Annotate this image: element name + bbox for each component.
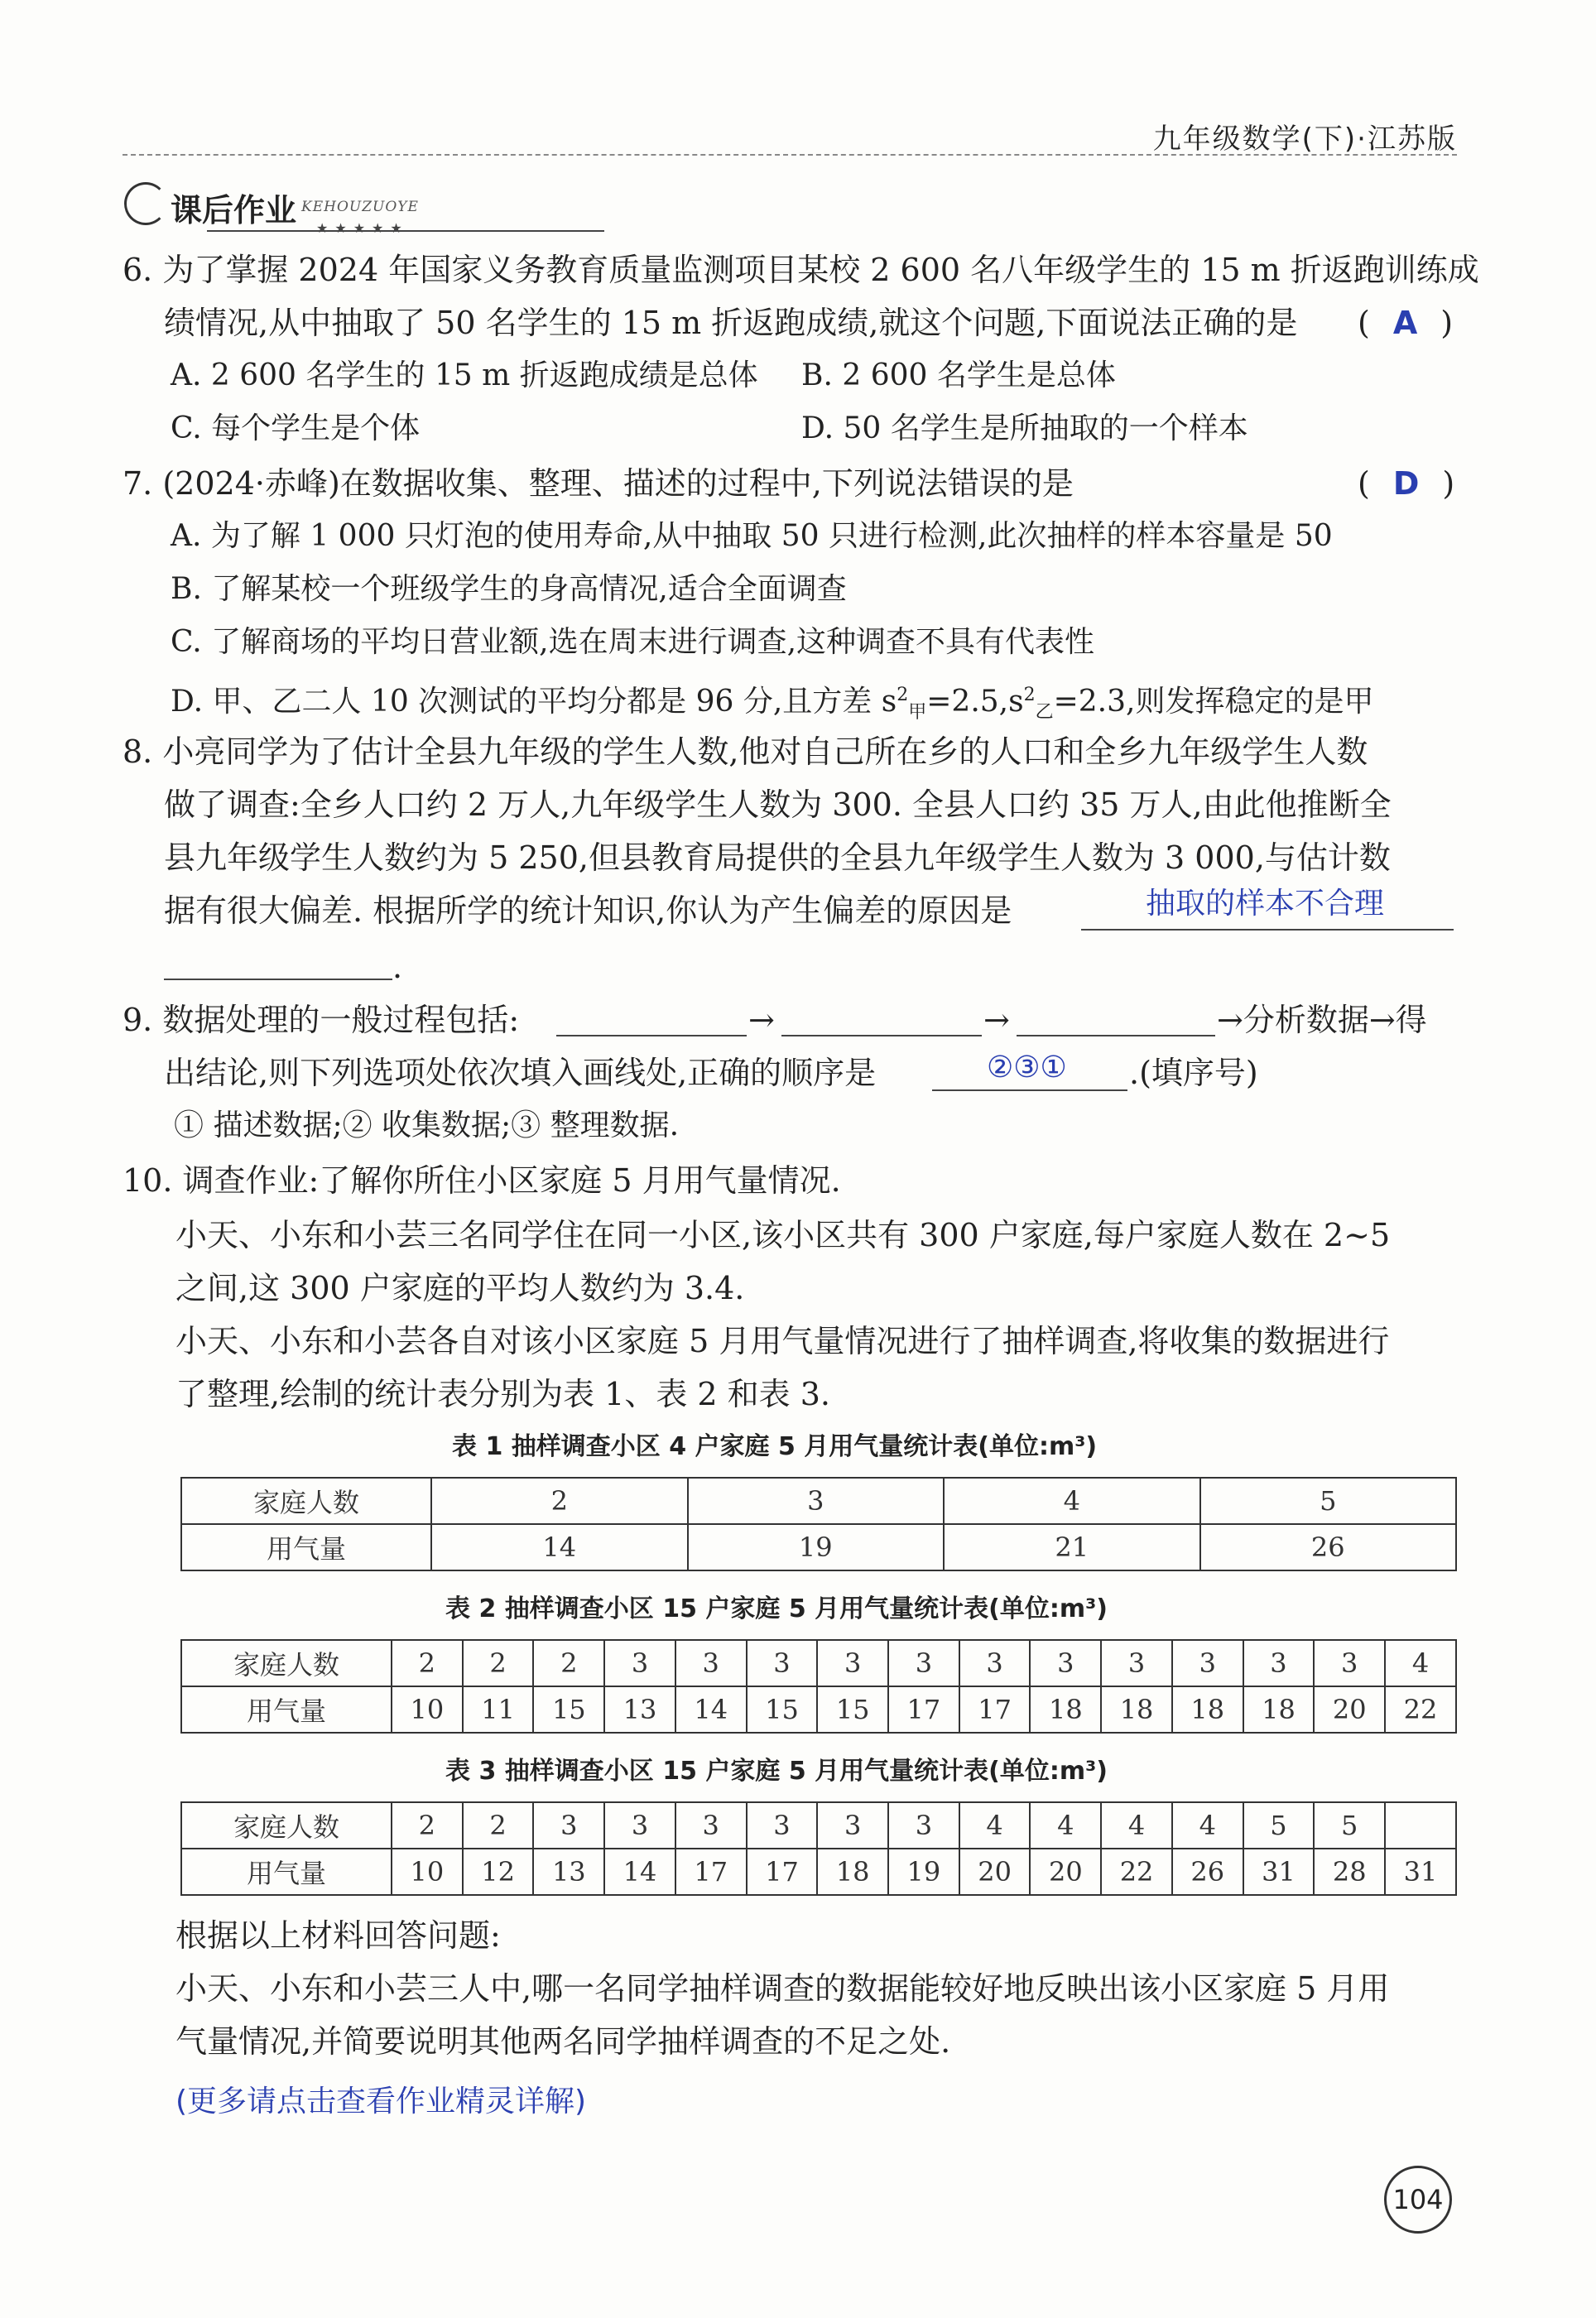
q9-arrow-1: → [748,1002,775,1038]
q7-sup-b: 2 [1023,685,1036,705]
q7-option-d [171,676,1373,733]
table2 [180,1639,1457,1734]
banner-underline [207,230,604,232]
table1-row-people [181,1478,1456,1524]
table3-cell: 17 [675,1849,747,1895]
table3-cell: 31 [1385,1849,1456,1895]
banner-logo-icon [124,182,167,225]
table1-row-gas [181,1524,1456,1570]
table2-label: 用气量 [181,1686,392,1733]
table3-cell: 26 [1172,1849,1243,1895]
q10-after3: 气量情况,并简要说明其他两名同学抽样调查的不足之处. [175,2023,951,2060]
q7-option-d-pre: D. 甲、乙二人 10 次测试的平均分都是 96 分,且方差 s [171,685,897,719]
page-number: 104 [1384,2166,1452,2234]
table2-cell: 4 [1385,1640,1456,1686]
table2-cell: 3 [1030,1640,1101,1686]
more-details-link[interactable]: (更多请点击查看作业精灵详解) [175,2085,587,2118]
q10-line4: 小天、小东和小芸各自对该小区家庭 5 月用气量情况进行了抽样调查,将收集的数据进行 [175,1323,1390,1359]
q9-line2-end: .(填序号) [1129,1055,1258,1091]
q9-line1: 9. 数据处理的一般过程包括: [123,1002,520,1038]
table1-caption: 表 1 抽样调查小区 4 户家庭 5 月用气量统计表(单位:m³) [452,1432,1098,1461]
table2-cell: 3 [959,1640,1031,1686]
table2-cell: 17 [888,1686,959,1733]
table2-cell: 18 [1101,1686,1172,1733]
table2-label: 家庭人数 [181,1640,392,1686]
q9-answer: ②③① [987,1051,1067,1084]
table1-cell: 19 [688,1524,945,1570]
q8-line1: 8. 小亮同学为了估计全县九年级的学生人数,他对自己所在乡的人口和全乡九年级学生人数 [123,733,1368,770]
table3-cell: 19 [888,1849,959,1895]
table3-cell: 4 [1101,1802,1172,1849]
table2-cell: 3 [604,1640,675,1686]
table1-cell: 5 [1200,1478,1457,1524]
table2-cell: 3 [1101,1640,1172,1686]
q10-line2: 小天、小东和小芸三名同学住在同一小区,该小区共有 300 户家庭,每户家庭人数在 2~5 [175,1217,1391,1253]
table1-cell: 2 [431,1478,688,1524]
q9-blank-3 [1017,1035,1215,1036]
table2-cell: 11 [463,1686,534,1733]
table2-cell: 3 [888,1640,959,1686]
table3-cell: 31 [1243,1849,1315,1895]
table3-cell: 22 [1101,1849,1172,1895]
q8-line2: 做了调查:全乡人口约 2 万人,九年级学生人数为 300. 全县人口约 35 万人,由此他推断全 [164,786,1392,823]
q10-line5: 了整理,绘制的统计表分别为表 1、表 2 和表 3. [175,1376,831,1412]
q6-option-c: C. 每个学生是个体 [171,411,421,445]
table2-caption: 表 2 抽样调查小区 15 户家庭 5 月用气量统计表(单位:m³) [445,1594,1108,1623]
table2-cell: 2 [533,1640,604,1686]
table2-cell: 15 [747,1686,818,1733]
q6-line1: 6. 为了掌握 2024 年国家义务教育质量监测项目某校 2 600 名八年级学生的 15 m 折返跑训练成 [123,252,1479,288]
table2-cell: 3 [675,1640,747,1686]
table1-label: 用气量 [181,1524,431,1570]
table2-cell: 18 [1172,1686,1243,1733]
table3-cell: 3 [675,1802,747,1849]
table3-cell: 3 [604,1802,675,1849]
table3-label: 家庭人数 [181,1802,392,1849]
q10-line1: 10. 调查作业:了解你所住小区家庭 5 月用气量情况. [123,1162,841,1199]
table2-cell: 13 [604,1686,675,1733]
q8-line3: 县九年级学生人数约为 5 250,但县教育局提供的全县九年级学生人数为 3 000,与估计数 [164,839,1391,876]
q10-line3: 之间,这 300 户家庭的平均人数约为 3.4. [175,1270,745,1306]
table2-cell: 2 [392,1640,463,1686]
table3-cell: 14 [604,1849,675,1895]
book-title: 九年级数学(下)·江苏版 [1152,123,1457,156]
q9-line2: 出结论,则下列选项处依次填入画线处,正确的顺序是 [164,1055,877,1091]
table2-cell: 3 [1314,1640,1385,1686]
table3-cell: 5 [1314,1802,1385,1849]
q7-option-d-post: =2.3,则发挥稳定的是甲 [1053,685,1374,719]
table2-cell: 3 [747,1640,818,1686]
q10-after1: 根据以上材料回答问题: [175,1917,501,1954]
table2-cell: 10 [392,1686,463,1733]
q6-option-b: B. 2 600 名学生是总体 [801,358,1116,392]
table2-cell: 14 [675,1686,747,1733]
q7-sub-jia: 甲 [908,702,927,724]
table3-label: 用气量 [181,1849,392,1895]
table3-cell: 3 [888,1802,959,1849]
table3-row-gas [181,1849,1456,1895]
table2-cell: 17 [959,1686,1031,1733]
table2-row-gas [181,1686,1456,1733]
q9-blank-1 [556,1035,747,1036]
table1 [180,1477,1457,1571]
table3-cell: 5 [1243,1802,1315,1849]
table2-cell: 15 [817,1686,888,1733]
table3-cell: 4 [959,1802,1031,1849]
q6-option-a: A. 2 600 名学生的 15 m 折返跑成绩是总体 [171,358,758,392]
table2-cell: 20 [1314,1686,1385,1733]
q7-sub-yi: 乙 [1035,702,1054,724]
table2-cell: 18 [1030,1686,1101,1733]
table3-cell: 18 [817,1849,888,1895]
table3-cell: 4 [1172,1802,1243,1849]
table3 [180,1801,1457,1896]
q9-line3: ① 描述数据;② 收集数据;③ 整理数据. [174,1109,680,1142]
q7-answer: D [1392,465,1420,502]
table3-row-people [181,1802,1456,1849]
q8-end: . [392,949,403,985]
q8-blank-line2 [164,979,392,980]
table3-cell: 3 [817,1802,888,1849]
q7-answer-bracket: ( D ) [1358,465,1455,502]
table1-cell: 21 [944,1524,1200,1570]
q7-sup-a: 2 [897,685,909,705]
table1-cell: 3 [688,1478,945,1524]
table2-cell: 22 [1385,1686,1456,1733]
q6-option-d: D. 50 名学生是所抽取的一个样本 [801,411,1248,445]
q8-line4: 据有很大偏差. 根据所学的统计知识,你认为产生偏差的原因是 [164,892,1012,929]
q6-answer-bracket: ( A ) [1358,305,1454,341]
q6-answer: A [1392,305,1418,341]
q9-tail: →分析数据→得 [1217,1002,1427,1038]
q7-option-a: A. 为了解 1 000 只灯泡的使用寿命,从中抽取 50 只进行检测,此次抽样的样本容量是 50 [171,519,1333,553]
table2-cell: 2 [463,1640,534,1686]
table3-cell: 28 [1314,1849,1385,1895]
table3-cell: 10 [392,1849,463,1895]
q6-line2: 绩情况,从中抽取了 50 名学生的 15 m 折返跑成绩,就这个问题,下面说法正确的是 [164,305,1298,341]
table2-row-people [181,1640,1456,1686]
table3-cell: 4 [1030,1802,1101,1849]
table3-cell: 17 [747,1849,818,1895]
table3-cell [1385,1802,1456,1849]
table2-cell: 3 [1172,1640,1243,1686]
section-title: 课后作业 [171,191,297,228]
q8-answer: 抽取的样本不合理 [1146,887,1385,921]
table3-cell: 2 [463,1802,534,1849]
q7-option-c: C. 了解商场的平均日营业额,选在周末进行调查,这种调查不具有代表性 [171,625,1095,659]
table3-cell: 20 [1030,1849,1101,1895]
table3-cell: 20 [959,1849,1031,1895]
table2-cell: 3 [1243,1640,1315,1686]
table1-cell: 14 [431,1524,688,1570]
table3-cell: 13 [533,1849,604,1895]
q8-blank-line [1081,929,1454,931]
table3-cell: 3 [533,1802,604,1849]
table1-label: 家庭人数 [181,1478,431,1524]
table2-cell: 18 [1243,1686,1315,1733]
q9-blank-2 [781,1035,982,1036]
table1-cell: 4 [944,1478,1200,1524]
table3-cell: 2 [392,1802,463,1849]
section-banner [124,180,419,236]
header-divider [123,154,1457,156]
table3-cell: 12 [463,1849,534,1895]
table2-cell: 15 [533,1686,604,1733]
banner-stars: ★★★★★ [316,220,409,236]
q7-option-b: B. 了解某校一个班级学生的身高情况,适合全面调查 [171,572,847,606]
q9-blank-answer [932,1089,1127,1091]
table1-cell: 26 [1200,1524,1457,1570]
q7-option-d-mid: =2.5,s [926,685,1024,719]
q7-line1: 7. (2024·赤峰)在数据收集、整理、描述的过程中,下列说法错误的是 [123,465,1074,502]
table3-cell: 3 [747,1802,818,1849]
q10-after2: 小天、小东和小芸三人中,哪一名同学抽样调查的数据能较好地反映出该小区家庭 5 月用 [175,1970,1390,2007]
table3-caption: 表 3 抽样调查小区 15 户家庭 5 月用气量统计表(单位:m³) [445,1757,1108,1786]
table2-cell: 3 [817,1640,888,1686]
q9-arrow-2: → [983,1002,1010,1038]
section-title-en: KEHOUZUOYE [301,199,419,215]
